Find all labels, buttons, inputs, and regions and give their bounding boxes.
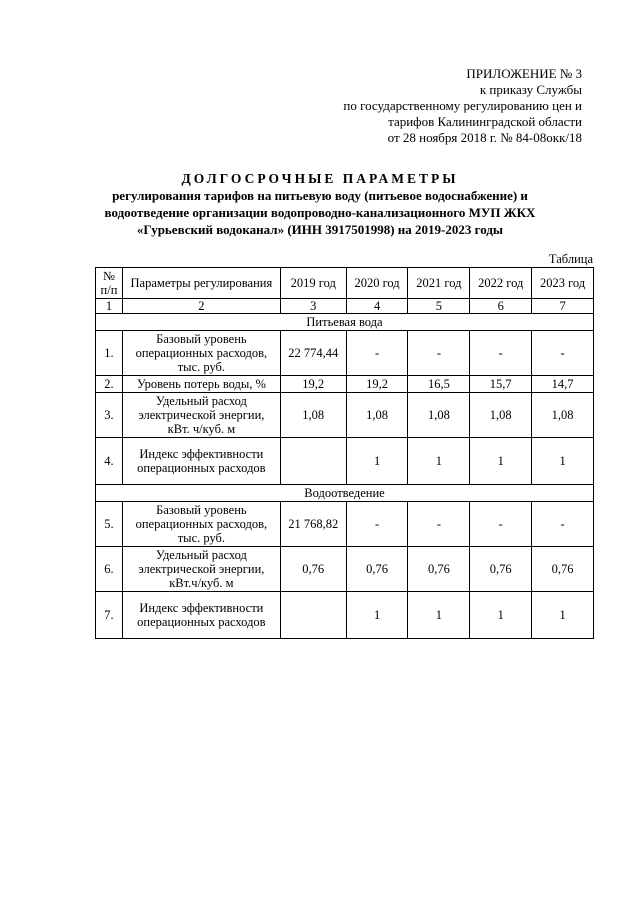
- value-2022: 1: [470, 592, 532, 639]
- value-2021: 0,76: [408, 547, 470, 592]
- value-2019: 19,2: [280, 376, 346, 393]
- value-2020: -: [346, 331, 408, 376]
- value-2019: 21 768,82: [280, 502, 346, 547]
- section-row-sewerage: [96, 485, 594, 502]
- row-number: 4.: [96, 438, 123, 485]
- col-header-2019: 2019 год: [280, 268, 346, 299]
- value-2019: 1,08: [280, 393, 346, 438]
- param-name: Уровень потерь воды, %: [122, 376, 280, 393]
- col-header-num: № п/п: [96, 268, 123, 299]
- value-2023: -: [532, 502, 594, 547]
- value-2022: -: [470, 331, 532, 376]
- title-line3: водоотведение организации водопроводно-канализационного МУП ЖКХ: [104, 205, 536, 220]
- param-name: Индекс эффективности операционных расходов: [122, 592, 280, 639]
- column-index: 3: [280, 299, 346, 314]
- value-2020: -: [346, 502, 408, 547]
- value-2023: 0,76: [532, 547, 594, 592]
- table-row: [96, 331, 594, 376]
- order-reference: к приказу Службы: [479, 82, 582, 97]
- row-number: 2.: [96, 376, 123, 393]
- value-2021: -: [408, 502, 470, 547]
- title-line2: регулирования тарифов на питьевую воду (питьевое водоснабжение) и: [112, 188, 528, 203]
- column-index: 2: [122, 299, 280, 314]
- table-row: [96, 592, 594, 639]
- document-title: [0, 170, 640, 238]
- value-2019: [280, 438, 346, 485]
- table-row: [96, 547, 594, 592]
- value-2022: 15,7: [470, 376, 532, 393]
- section-title-sewerage: Водоотведение: [96, 485, 594, 502]
- service-name-line1: по государственному регулированию цен и: [343, 98, 582, 113]
- value-2023: -: [532, 331, 594, 376]
- row-number: 3.: [96, 393, 123, 438]
- table-row: [96, 438, 594, 485]
- value-2021: 1: [408, 592, 470, 639]
- order-date: от 28 ноября 2018 г. № 84-08окк/18: [387, 130, 582, 145]
- value-2021: 16,5: [408, 376, 470, 393]
- service-name-line2: тарифов Калининградской области: [388, 114, 582, 129]
- value-2020: 19,2: [346, 376, 408, 393]
- value-2021: -: [408, 331, 470, 376]
- col-header-2021: 2021 год: [408, 268, 470, 299]
- appendix-header: [282, 66, 582, 146]
- col-header-2020: 2020 год: [346, 268, 408, 299]
- parameters-table: [95, 267, 594, 639]
- column-index: 6: [470, 299, 532, 314]
- table-row: [96, 393, 594, 438]
- column-index: 1: [96, 299, 123, 314]
- column-index: 4: [346, 299, 408, 314]
- value-2022: 1,08: [470, 393, 532, 438]
- col-header-2022: 2022 год: [470, 268, 532, 299]
- value-2019: [280, 592, 346, 639]
- value-2020: 1: [346, 438, 408, 485]
- row-number: 5.: [96, 502, 123, 547]
- table-row: [96, 376, 594, 393]
- appendix-number: ПРИЛОЖЕНИЕ № 3: [466, 66, 582, 81]
- value-2019: 22 774,44: [280, 331, 346, 376]
- value-2021: 1: [408, 438, 470, 485]
- row-number: 1.: [96, 331, 123, 376]
- column-index: 5: [408, 299, 470, 314]
- section-row-water: [96, 314, 594, 331]
- value-2023: 14,7: [532, 376, 594, 393]
- value-2023: 1,08: [532, 393, 594, 438]
- value-2022: -: [470, 502, 532, 547]
- column-index: 7: [532, 299, 594, 314]
- section-title-water: Питьевая вода: [96, 314, 594, 331]
- title-line4: «Гурьевский водоканал» (ИНН 3917501998) на 2019-2023 годы: [136, 222, 504, 237]
- value-2021: 1,08: [408, 393, 470, 438]
- value-2020: 1,08: [346, 393, 408, 438]
- title-main: ДОЛГОСРОЧНЫЕ ПАРАМЕТРЫ: [181, 171, 459, 186]
- param-name: Удельный расход электрической энергии, кВт.ч/куб. м: [122, 547, 280, 592]
- col-header-2023: 2023 год: [532, 268, 594, 299]
- value-2020: 1: [346, 592, 408, 639]
- value-2022: 1: [470, 438, 532, 485]
- value-2019: 0,76: [280, 547, 346, 592]
- param-name: Индекс эффективности операционных расходов: [122, 438, 280, 485]
- param-name: Базовый уровень операционных расходов, тыс. руб.: [122, 502, 280, 547]
- row-number: 7.: [96, 592, 123, 639]
- param-name: Удельный расход электрической энергии, кВт. ч/куб. м: [122, 393, 280, 438]
- value-2023: 1: [532, 438, 594, 485]
- value-2023: 1: [532, 592, 594, 639]
- value-2022: 0,76: [470, 547, 532, 592]
- param-name: Базовый уровень операционных расходов, тыс. руб.: [122, 331, 280, 376]
- value-2020: 0,76: [346, 547, 408, 592]
- column-index-row: [96, 299, 594, 314]
- table-row: [96, 502, 594, 547]
- table-label: Таблица: [548, 252, 593, 266]
- col-header-param: Параметры регулирования: [122, 268, 280, 299]
- table-header-row: [96, 268, 594, 299]
- row-number: 6.: [96, 547, 123, 592]
